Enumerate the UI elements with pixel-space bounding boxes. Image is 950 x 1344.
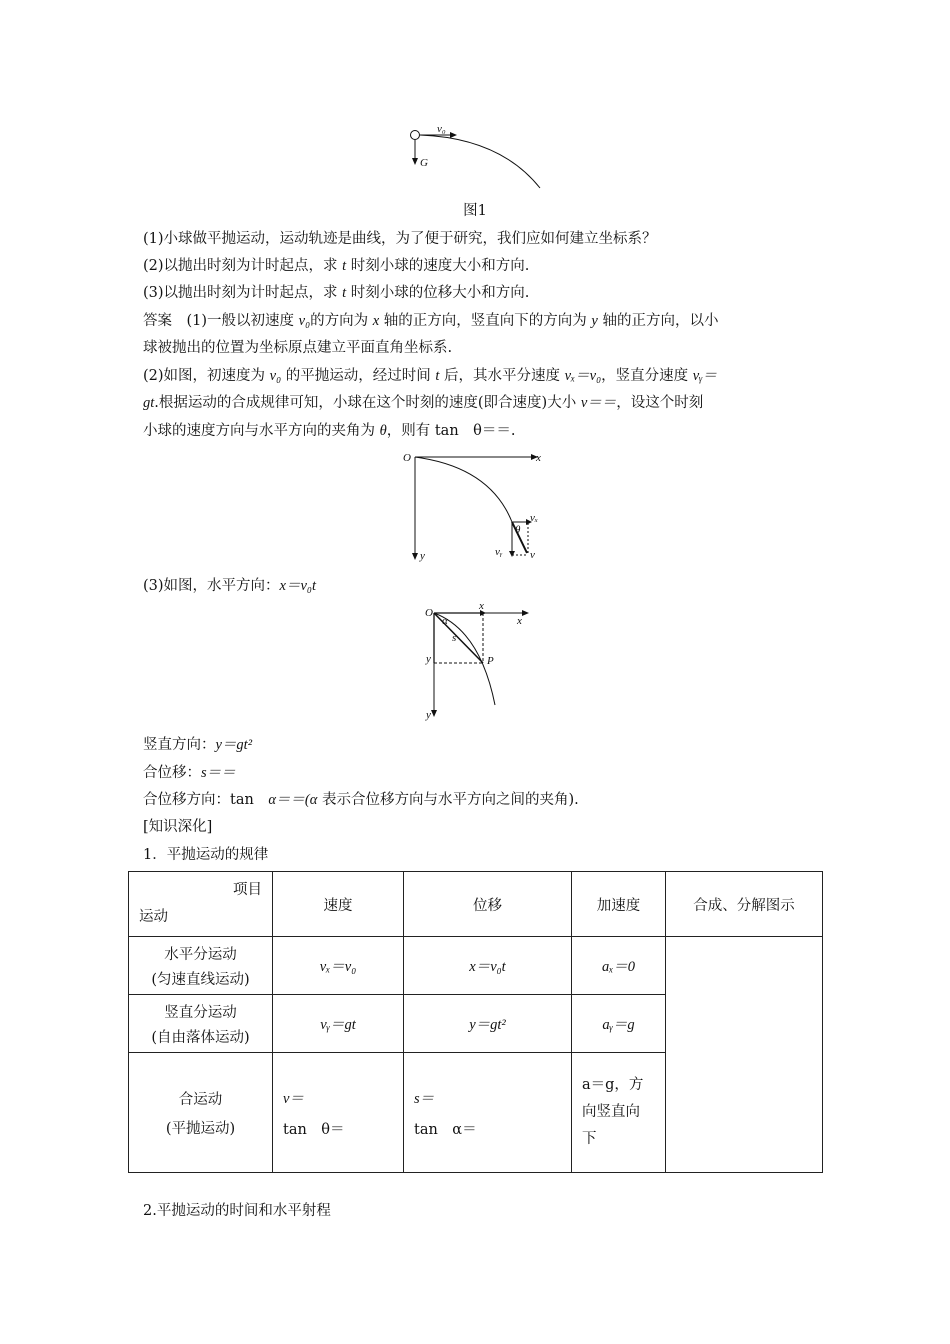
answer-1-line-2: 球被抛出的位置为坐标原点建立平面直角坐标系. xyxy=(143,340,453,356)
question-1: (1)小球做平抛运动，运动轨迹是曲线，为了便于研究，我们应如何建立坐标系？ xyxy=(143,231,657,247)
v0-label: v₀ xyxy=(437,123,446,135)
header-displacement: 位移 xyxy=(404,872,572,937)
svg-text:x: x xyxy=(536,452,541,464)
g-label: G xyxy=(420,157,428,169)
row-combined-acceleration: a＝g，方 向竖直向 下 xyxy=(572,1053,666,1173)
svg-text:O: O xyxy=(403,452,411,464)
svg-text:y: y xyxy=(426,709,431,721)
question-3: (3)以抛出时刻为计时起点，求 t 时刻小球的位移大小和方向. xyxy=(143,285,530,301)
svg-text:s: s xyxy=(452,632,457,644)
question-2: (2)以抛出时刻为计时起点，求 t 时刻小球的速度大小和方向. xyxy=(143,258,530,274)
figure-1-diagram xyxy=(400,120,560,200)
displacement-line: 合位移：s＝＝ xyxy=(143,765,236,781)
svg-text:O: O xyxy=(425,607,433,619)
answer-3-line: (3)如图，水平方向：x＝v₀t xyxy=(143,578,316,594)
row-horizontal-acceleration: aₓ＝0 xyxy=(572,937,666,995)
answer-2-line-2: gt.根据运动的合成规律可知，小球在这个时刻的速度(即合速度)大小 v＝＝，设这个时刻 xyxy=(143,395,704,411)
answer-1-line-1: 答案 (1)一般以初速度 v₀的方向为 x 轴的正方向，竖直向下的方向为 y 轴的正方向，以小 xyxy=(143,313,719,329)
row-vertical-acceleration: aᵧ＝g xyxy=(572,995,666,1053)
svg-text:x: x xyxy=(479,600,484,612)
svg-text:vᵧ: vᵧ xyxy=(495,546,503,558)
header-figure: 合成、分解图示 xyxy=(666,872,823,937)
figure-1-caption: 图1 xyxy=(463,203,487,219)
svg-text:v: v xyxy=(530,549,535,561)
svg-text:y: y xyxy=(420,550,425,562)
row-vertical-speed: vᵧ＝gt xyxy=(273,995,404,1053)
displacement-direction-line: 合位移方向：tan α＝＝(α 表示合位移方向与水平方向之间的夹角). xyxy=(143,792,579,808)
header-speed: 速度 xyxy=(273,872,404,937)
header-corner-cell: 项目 运动 xyxy=(129,872,273,937)
section-title-2: 2.平抛运动的时间和水平射程 xyxy=(143,1203,331,1219)
header-acceleration: 加速度 xyxy=(572,872,666,937)
motion-rules-table xyxy=(128,871,823,1173)
row-combined-displacement: s＝ tan α＝ xyxy=(404,1053,572,1173)
svg-text:vₓ: vₓ xyxy=(530,512,539,524)
trajectory-curve xyxy=(415,457,512,522)
answer-2-line-3: 小球的速度方向与水平方向的夹角为 θ，则有 tan θ＝＝. xyxy=(143,423,516,439)
answer-2-line-1: (2)如图，初速度为 v₀ 的平抛运动，经过时间 t 后，其水平分速度 vₓ＝v₀，竖直分速度 vᵧ＝ xyxy=(143,368,718,384)
row-horizontal-label: 水平分运动 (匀速直线运动) xyxy=(129,937,273,995)
trajectory-curve xyxy=(420,135,540,188)
vertical-direction-line: 竖直方向：y＝gt² xyxy=(143,737,253,753)
figure-2-diagram xyxy=(400,447,560,565)
section-title-1: 1．平抛运动的规律 xyxy=(143,847,269,863)
row-combined-speed: v＝ tan θ＝ xyxy=(273,1053,404,1173)
svg-text:α: α xyxy=(442,615,448,627)
section-bracket-heading: [知识深化] xyxy=(143,819,213,835)
row-vertical-label: 竖直分运动 (自由落体运动) xyxy=(129,995,273,1053)
ball xyxy=(411,131,420,140)
figure-cell xyxy=(666,937,823,1173)
svg-text:x: x xyxy=(517,615,522,627)
row-horizontal-speed: vₓ＝v₀ xyxy=(273,937,404,995)
row-vertical-displacement: y＝gt² xyxy=(404,995,572,1053)
row-combined-label: 合运动 (平抛运动) xyxy=(129,1053,273,1173)
svg-text:P: P xyxy=(487,655,494,667)
row-horizontal-displacement: x＝v₀t xyxy=(404,937,572,995)
svg-text:y: y xyxy=(426,653,431,665)
figure-3-diagram xyxy=(420,600,540,722)
svg-text:θ: θ xyxy=(515,524,521,536)
